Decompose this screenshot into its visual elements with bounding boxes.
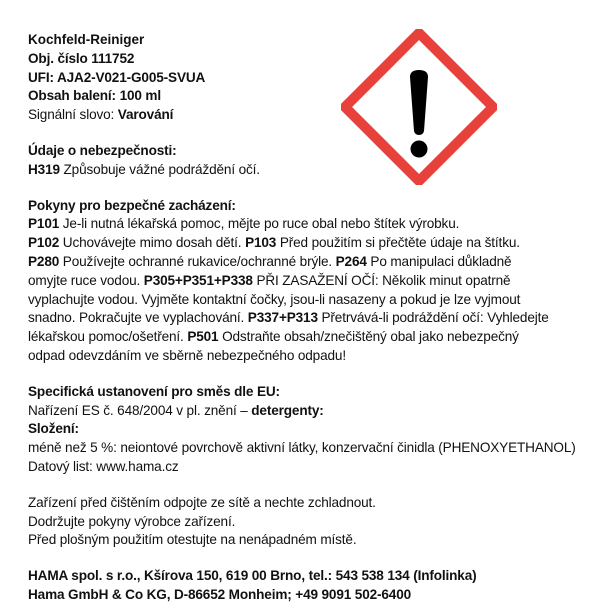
- hazard-heading: Údaje o nebezpečnosti:: [28, 142, 177, 158]
- hazard-code: H319: [28, 161, 60, 177]
- precaution-text: Před použitím si přečtěte údaje na štítku.: [276, 235, 520, 251]
- hazard-statement: [28, 161, 608, 180]
- composition-text: méně než 5 %: neiontové povrchově aktivní látky, konzervační činidla (PHENOXYETHANOL): [28, 440, 576, 456]
- signal-word: Varování: [117, 107, 174, 123]
- regulation-end: :: [319, 402, 324, 418]
- precaution-code: P101: [28, 216, 60, 232]
- spacer: [28, 477, 608, 494]
- precaution-text: Přetrvává-li podráždění očí: Vyhledejte: [317, 310, 549, 326]
- precaution-text: Po manipulaci důkladně: [366, 253, 512, 269]
- precaution-text: lékařskou pomoc/ošetření.: [28, 329, 188, 345]
- product-label: [28, 31, 608, 605]
- precaution-code: P280: [28, 253, 60, 269]
- regulation-line: [28, 402, 608, 421]
- regulation-text: Nařízení ES č. 648/2004 v pl. znění –: [28, 402, 252, 418]
- precautions-heading: Pokyny pro bezpečné zacházení:: [28, 197, 236, 213]
- package-contents: Obsah balení: 100 ml: [28, 88, 161, 104]
- precaution-code: P264: [335, 253, 367, 269]
- precaution-text: Je-li nutná lékařská pomoc, mějte po ruce obal nebo štítek výrobku.: [59, 216, 460, 232]
- regulation-bold: detergenty: [251, 402, 320, 418]
- precaution-code: P337+P313: [247, 310, 318, 326]
- precaution-code: P103: [245, 235, 277, 251]
- precaution-line: [28, 234, 608, 253]
- signal-word-line: [28, 106, 608, 125]
- precaution-text: Uchovávejte mimo dosah dětí.: [59, 235, 246, 251]
- precaution-line: [28, 347, 608, 366]
- precaution-text: Používejte ochranné rukavice/ochranné brýle.: [59, 253, 336, 269]
- ufi-code: UFI: AJA2-V021-G005-SVUA: [28, 69, 206, 85]
- composition-heading: Složení:: [28, 421, 79, 437]
- spacer: [28, 125, 608, 142]
- datasheet-link: Datový list: www.hama.cz: [28, 458, 179, 474]
- instruction-line: Před plošným použitím otestujte na nenápadném místě.: [28, 532, 357, 548]
- hazard-text: Způsobuje vážné podráždění očí.: [59, 161, 260, 177]
- precaution-line: [28, 309, 608, 328]
- instruction-line: Zařízení před čištěním odpojte ze sítě a nechte zchladnout.: [28, 494, 376, 510]
- spacer: [28, 550, 608, 567]
- precaution-text: vyplachujte vodou. Vyjměte kontaktní čočky, jsou-li nasazeny a pokud je lze vyjmout: [28, 291, 521, 307]
- precaution-code: P102: [28, 235, 60, 251]
- precaution-code: P305+P351+P338: [143, 272, 253, 288]
- precaution-line: [28, 272, 608, 291]
- precaution-text: Odstraňte obsah/znečištěný obal jako nebezpečný: [218, 329, 519, 345]
- spacer: [28, 366, 608, 383]
- precaution-line: [28, 253, 608, 272]
- eu-provisions-heading: Specifická ustanovení pro směs dle EU:: [28, 383, 280, 399]
- contact-line: Hama GmbH & Co KG, D-86652 Monheim; +49 9091 502-6400: [28, 586, 412, 602]
- precaution-line: [28, 328, 608, 347]
- signal-word-label: Signální slovo:: [28, 107, 118, 123]
- order-number: Obj. číslo 111752: [28, 50, 135, 66]
- precaution-line: [28, 291, 608, 310]
- precaution-text: snadno. Pokračujte ve vyplachování.: [28, 310, 248, 326]
- precaution-text: odpad odevzdáním ve sběrně nebezpečného odpadu!: [28, 347, 346, 363]
- product-name: Kochfeld-Reiniger: [28, 32, 145, 47]
- precaution-code: P501: [187, 329, 219, 345]
- precaution-text: omyjte ruce vodou.: [28, 272, 144, 288]
- precaution-line: [28, 215, 608, 234]
- contact-line: HAMA spol. s r.o., Kšírova 150, 619 00 Brno, tel.: 543 538 134 (Infolinka): [28, 568, 477, 584]
- spacer: [28, 180, 608, 197]
- precaution-text: PŘI ZASAŽENÍ OČÍ: Několik minut opatrně: [252, 272, 511, 288]
- instruction-line: Dodržujte pokyny výrobce zařízení.: [28, 513, 236, 529]
